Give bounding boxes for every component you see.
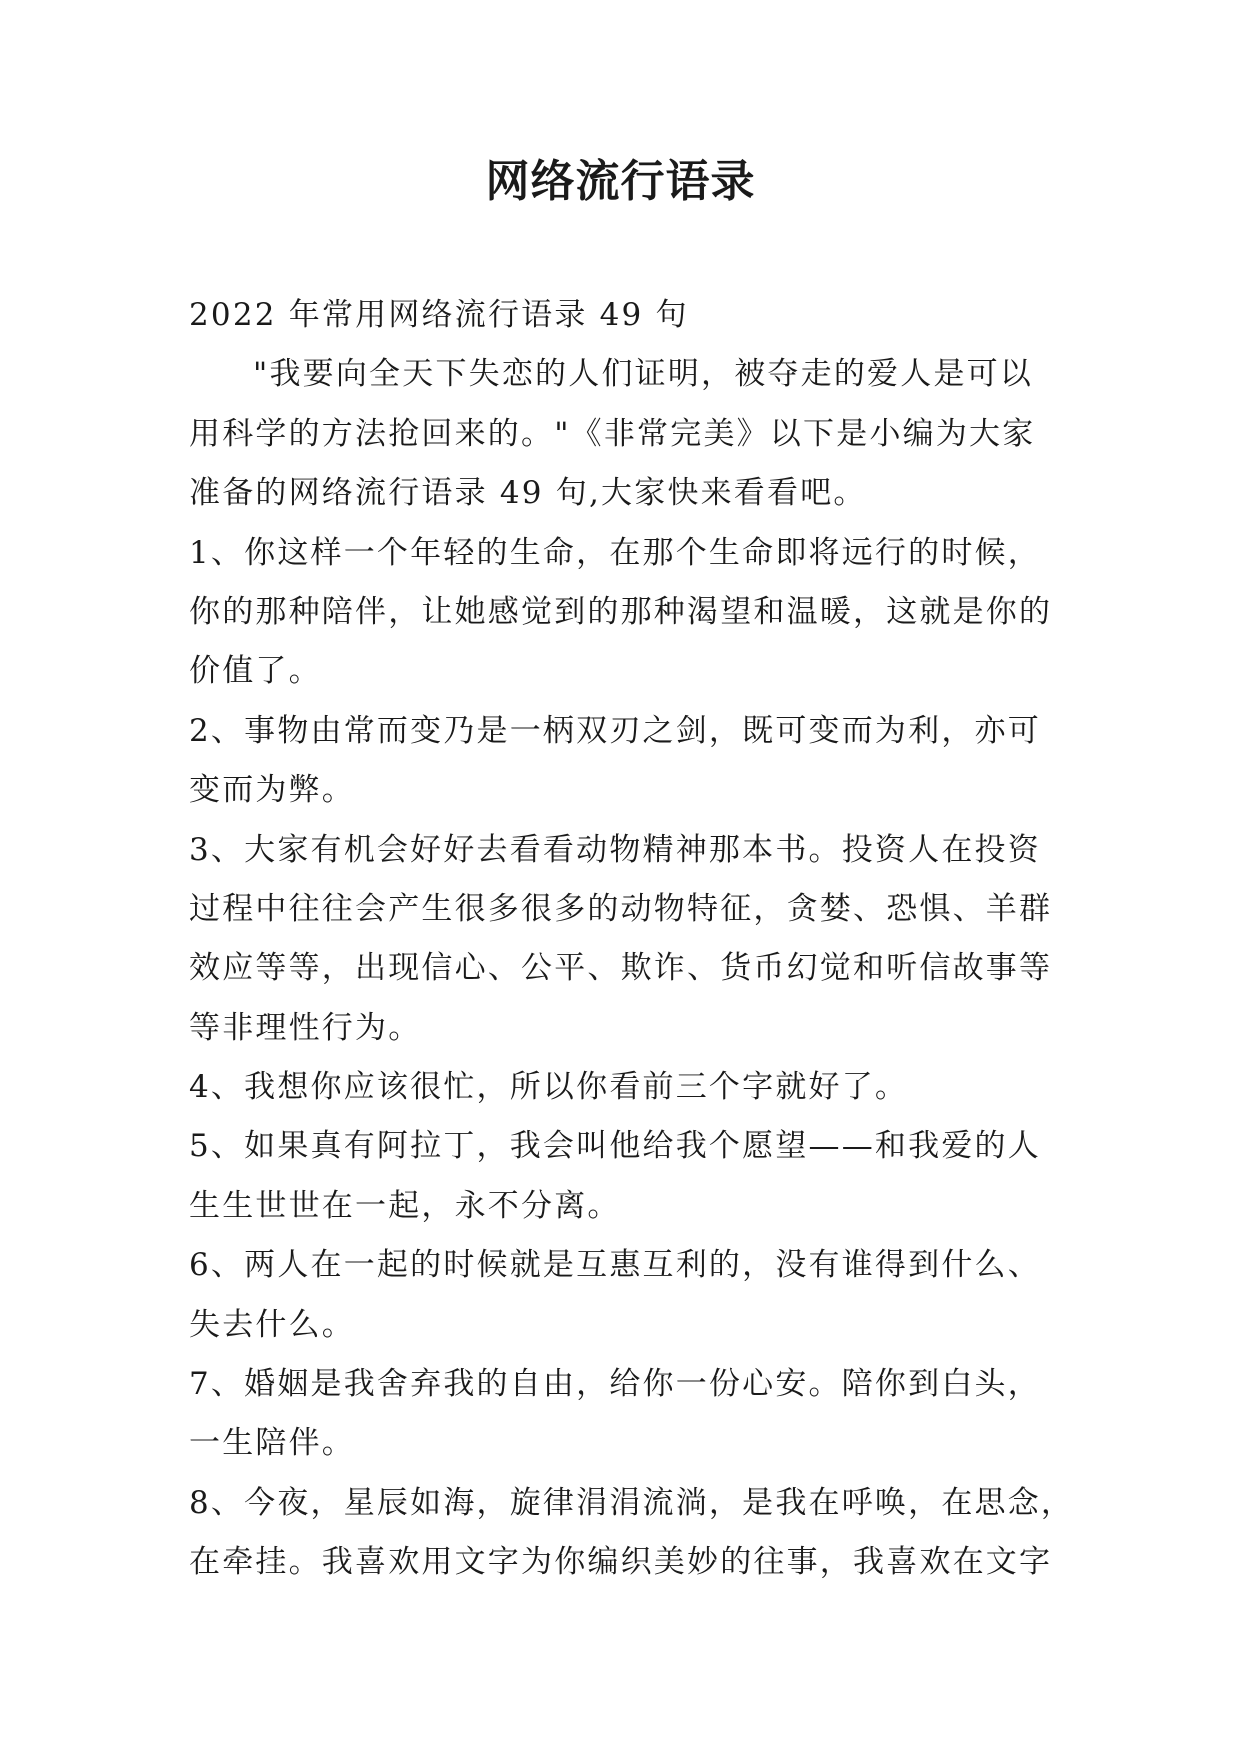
quote-line: 在牵挂。我喜欢用文字为你编织美妙的往事，我喜欢在文字	[189, 1544, 1053, 1581]
quote-line: 5、如果真有阿拉丁，我会叫他给我个愿望——和我爱的人	[189, 1128, 1041, 1165]
quote-line: 一生陪伴。	[189, 1425, 355, 1462]
intro-line: "我要向全天下失恋的人们证明，被夺走的爱人是可以	[253, 356, 1034, 393]
quote-line: 6、两人在一起的时候就是互惠互利的，没有谁得到什么、	[189, 1247, 1041, 1284]
intro-line: 准备的网络流行语录 49 句,大家快来看看吧。	[189, 475, 867, 512]
quote-line: 变而为弊。	[189, 772, 355, 809]
quote-line: 等非理性行为。	[189, 1009, 422, 1046]
quote-line: 生生世世在一起，永不分离。	[189, 1187, 621, 1224]
quote-line: 失去什么。	[189, 1306, 355, 1343]
quote-line: 你的那种陪伴，让她感觉到的那种渴望和温暖，这就是你的	[189, 593, 1053, 630]
quote-line: 8、今夜，星辰如海，旋律涓涓流淌，是我在呼唤，在思念，	[189, 1484, 1075, 1521]
quote-line: 过程中往往会产生很多很多的动物特征，贪婪、恐惧、羊群	[189, 890, 1053, 927]
quote-line: 4、我想你应该很忙，所以你看前三个字就好了。	[189, 1069, 909, 1106]
quote-line: 价值了。	[189, 653, 322, 690]
quote-line: 7、婚姻是我舍弃我的自由，给你一份心安。陪你到白头，	[189, 1366, 1041, 1403]
quote-line: 2、事物由常而变乃是一柄双刃之剑，既可变而为利，亦可	[189, 712, 1041, 749]
quote-line: 3、大家有机会好好去看看动物精神那本书。投资人在投资	[189, 831, 1041, 868]
quote-line: 效应等等，出现信心、公平、欺诈、货币幻觉和听信故事等	[189, 950, 1053, 987]
quote-line: 1、你这样一个年轻的生命，在那个生命即将远行的时候，	[189, 534, 1041, 571]
intro-line: 用科学的方法抢回来的。"《非常完美》以下是小编为大家	[189, 415, 1036, 452]
subtitle-line: 2022 年常用网络流行语录 49 句	[189, 297, 689, 333]
document-body	[189, 286, 1075, 1593]
document-title: 网络流行语录	[485, 156, 756, 207]
